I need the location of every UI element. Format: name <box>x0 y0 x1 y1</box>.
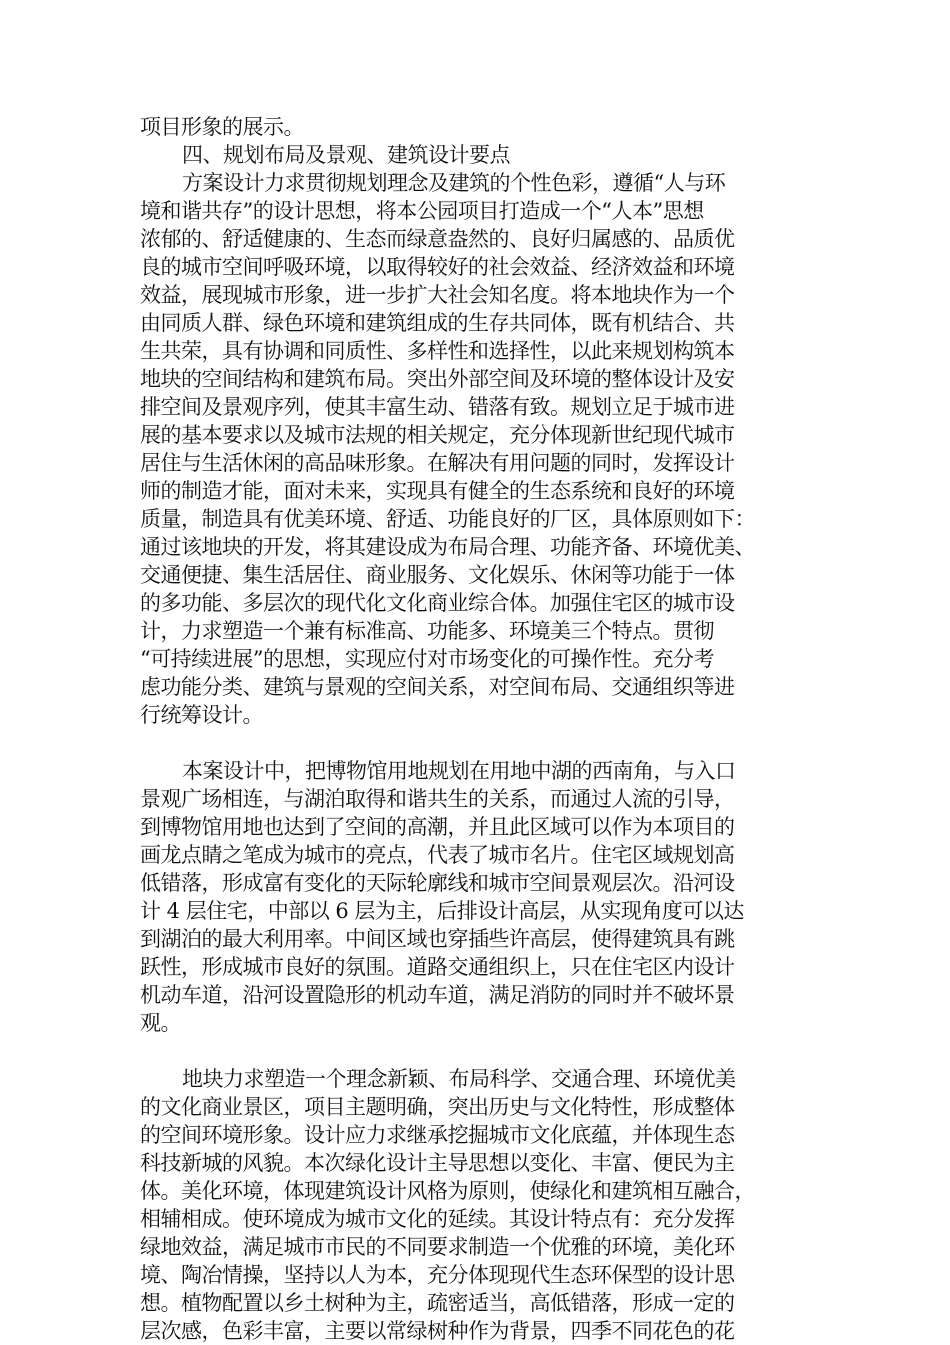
text-line: 层次感，色彩丰富，主要以常绿树种作为背景，四季不同花色的花 <box>140 1319 735 1343</box>
text-line: 良的城市空间呼吸环境，以取得较好的社会效益、经济效益和环境 <box>140 255 735 279</box>
text-line: 的多功能、多层次的现代化文化商业综合体。加强住宅区的城市设 <box>140 591 735 615</box>
text-line: 境和谐共存”的设计思想，将本公园项目打造成一个“人本”思想 <box>140 199 704 223</box>
text-line: “可持续进展”的思想，实现应付对市场变化的可操作性。充分考 <box>140 647 714 671</box>
text-line: 师的制造才能，面对未来，实现具有健全的生态系统和良好的环境 <box>140 479 735 503</box>
text-line: 展的基本要求以及城市法规的相关规定，充分体现新世纪现代城市 <box>140 423 735 447</box>
text-line: 的文化商业景区，项目主题明确，突出历史与文化特性，形成整体 <box>140 1095 735 1119</box>
text-line: 生共荣，具有协调和同质性、多样性和选择性，以此来规划构筑本 <box>140 339 735 363</box>
text-line: 行统筹设计。 <box>140 703 263 727</box>
text-line: 境、陶冶情操，坚持以人为本，充分体现现代生态环保型的设计思 <box>140 1263 735 1287</box>
text-line: 方案设计力求贯彻规划理念及建筑的个性色彩，遵循“人与环 <box>182 171 726 195</box>
text-line: 想。植物配置以乡土树种为主，疏密适当，高低错落，形成一定的 <box>140 1291 735 1315</box>
text-line: 到博物馆用地也达到了空间的高潮，并且此区域可以作为本项目的 <box>140 815 735 839</box>
text-line: 计，力求塑造一个兼有标准高、功能多、环境美三个特点。贯彻 <box>140 619 714 643</box>
text-line: 观。 <box>140 1011 181 1035</box>
text-line: 景观广场相连，与湖泊取得和谐共生的关系，而通过人流的引导， <box>140 787 735 811</box>
text-line: 项目形象的展示。 <box>140 115 304 139</box>
text-line: 排空间及景观序列，使其丰富生动、错落有致。规划立足于城市进 <box>140 395 735 419</box>
text-line: 交通便捷、集生活居住、商业服务、文化娱乐、休闲等功能于一体 <box>140 563 735 587</box>
text-line: 计 4 层住宅，中部以 6 层为主，后排设计高层，从实现角度可以达 <box>140 899 744 923</box>
text-line: 通过该地块的开发，将其建设成为布局合理、功能齐备、环境优美、 <box>140 535 755 559</box>
text-line: 浓郁的、舒适健康的、生态而绿意盎然的、良好归属感的、品质优 <box>140 227 735 251</box>
text-line: 居住与生活休闲的高品味形象。在解决有用问题的同时，发挥设计 <box>140 451 735 475</box>
text-line: 机动车道，沿河设置隐形的机动车道，满足消防的同时并不破坏景 <box>140 983 735 1007</box>
text-line: 画龙点睛之笔成为城市的亮点，代表了城市名片。住宅区域规划高 <box>140 843 735 867</box>
text-line: 体。美化环境，体现建筑设计风格为原则，使绿化和建筑相互融合， <box>140 1179 755 1203</box>
document-body <box>140 113 812 1345</box>
text-line: 地块力求塑造一个理念新颖、布局科学、交通合理、环境优美 <box>182 1067 736 1091</box>
text-line: 科技新城的风貌。本次绿化设计主导思想以变化、丰富、便民为主 <box>140 1151 735 1175</box>
text-line: 到湖泊的最大利用率。中间区域也穿插些许高层，使得建筑具有跳 <box>140 927 735 951</box>
text-line: 低错落，形成富有变化的天际轮廓线和城市空间景观层次。沿河设 <box>140 871 735 895</box>
paragraph-gap <box>140 1037 812 1065</box>
text-line: 由同质人群、绿色环境和建筑组成的生存共同体，既有机结合、共 <box>140 311 735 335</box>
text-line: 虑功能分类、建筑与景观的空间关系，对空间布局、交通组织等进 <box>140 675 735 699</box>
section-heading: 四、规划布局及景观、建筑设计要点 <box>182 143 510 167</box>
text-line: 效益，展现城市形象，进一步扩大社会知名度。将本地块作为一个 <box>140 283 735 307</box>
text-line: 本案设计中，把博物馆用地规划在用地中湖的西南角，与入口 <box>182 759 736 783</box>
text-line: 的空间环境形象。设计应力求继承挖掘城市文化底蕴，并体现生态 <box>140 1123 735 1147</box>
text-line: 地块的空间结构和建筑布局。突出外部空间及环境的整体设计及安 <box>140 367 735 391</box>
text-line: 质量，制造具有优美环境、舒适、功能良好的厂区，具体原则如下： <box>140 507 755 531</box>
paragraph-gap <box>140 729 812 757</box>
text-line: 跃性，形成城市良好的氛围。道路交通组织上，只在住宅区内设计 <box>140 955 735 979</box>
text-line: 相辅相成。使环境成为城市文化的延续。其设计特点有：充分发挥 <box>140 1207 735 1231</box>
text-line: 绿地效益，满足城市市民的不同要求制造一个优雅的环境，美化环 <box>140 1235 735 1259</box>
